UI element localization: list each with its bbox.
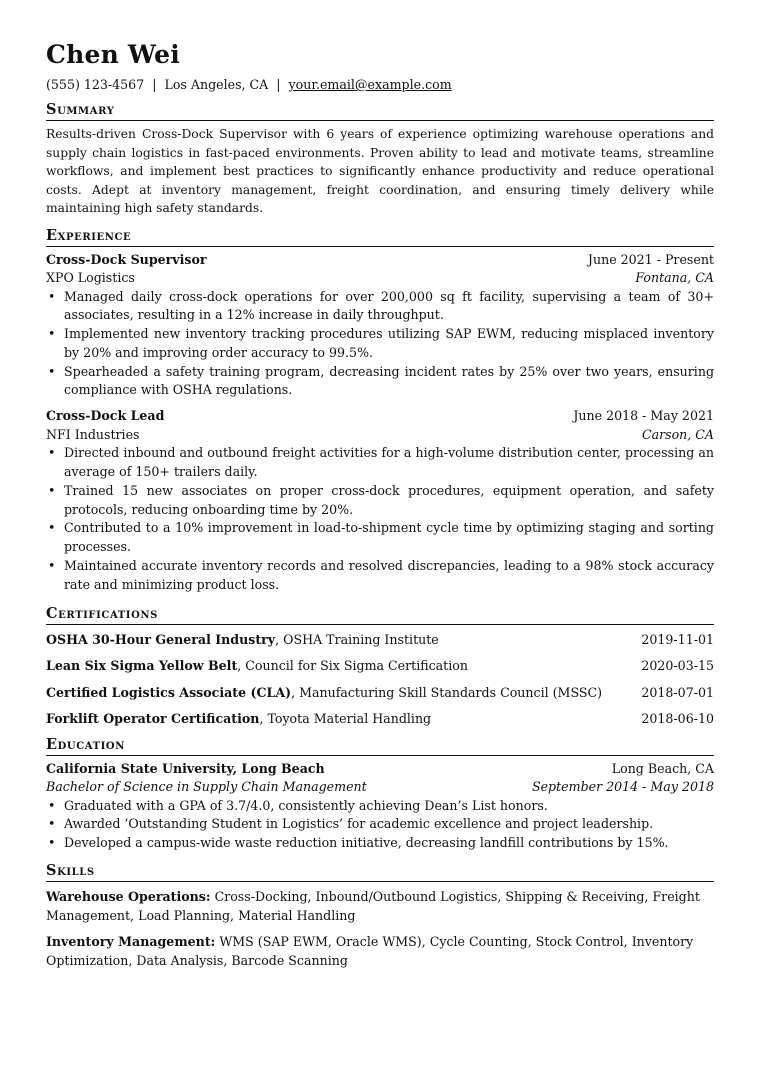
email-link[interactable]: your.email@example.com [288, 77, 452, 92]
certification-item [46, 653, 714, 680]
education-bullets [46, 797, 714, 853]
bullet-item: • Spearheaded a safety training program, decreasing incident rates by 25% over two years, ensuring compliance with OSHA regulations. [64, 363, 714, 401]
job-location: Fontana, CA [635, 270, 714, 285]
certification-date: 2018-07-01 [641, 684, 714, 700]
job-title: Cross-Dock Lead [46, 408, 165, 424]
contact-line [46, 76, 714, 94]
skill-group-items: WMS (SAP EWM, Oracle WMS), Cycle Counting, Stock Control, Inventory Optimization, Data Analysis, Barcode Scanning [46, 934, 694, 968]
bullet-item: • Maintained accurate inventory records and resolved discrepancies, leading to a 98% stock accuracy rate and minimizing product loss. [64, 557, 714, 595]
resume-page [46, 40, 714, 978]
bullet-item: • Trained 15 new associates on proper cross-dock procedures, equipment operation, and safety protocols, reducing onboarding time by 20%. [64, 482, 714, 520]
skill-group [46, 933, 714, 970]
certification-name: OSHA 30-Hour General Industry [46, 631, 276, 647]
skill-group-label: Warehouse Operations: [46, 889, 211, 905]
certification-issuer: , Toyota Material Handling [259, 711, 432, 727]
summary-section [46, 101, 714, 218]
contact-separator: | [276, 77, 281, 92]
bullet-item: • Implemented new inventory tracking procedures utilizing SAP EWM, reducing misplaced inventory by 20% and improving order accuracy to 99.5%. [64, 325, 714, 363]
certification-date: 2019-11-01 [641, 631, 714, 647]
school-name: California State University, Long Beach [46, 760, 325, 776]
job-company: NFI Industries [46, 426, 140, 442]
certification-item [46, 627, 714, 654]
job-company: XPO Logistics [46, 270, 135, 285]
bullet-item: • Contributed to a 10% improvement in load-to-shipment cycle time by optimizing staging and sorting processes. [64, 519, 714, 557]
certification-item [46, 706, 714, 733]
certifications-heading: Certifications [46, 605, 714, 625]
job-dates: June 2021 - Present [587, 251, 714, 267]
skills-section [46, 862, 714, 970]
summary-heading: Summary [46, 101, 714, 121]
job-title: Cross-Dock Supervisor [46, 251, 207, 267]
certification-name: Lean Six Sigma Yellow Belt [46, 658, 238, 674]
bullet-item: • Developed a campus-wide waste reduction initiative, decreasing landfill contributions by 15%. [64, 834, 714, 853]
experience-section [46, 227, 714, 595]
phone-number: (555) 123-4567 [46, 77, 145, 92]
bullet-item: • Directed inbound and outbound freight activities for a high-volume distribution center, processing an average of 150+ trailers daily. [64, 444, 714, 482]
job-bullets [46, 288, 714, 401]
certification-date: 2020-03-15 [641, 658, 714, 674]
certification-issuer: , Council for Six Sigma Certification [237, 658, 468, 674]
certification-date: 2018-06-10 [641, 711, 714, 727]
certification-item [46, 680, 714, 707]
school-location: Long Beach, CA [611, 760, 714, 776]
job-company-row [46, 269, 714, 288]
certification-issuer: , Manufacturing Skill Standards Council (MSSC) [291, 684, 603, 700]
skill-group [46, 888, 714, 925]
degree-row [46, 778, 714, 797]
education-section [46, 736, 714, 853]
certification-name: Certified Logistics Associate (CLA) [46, 684, 292, 700]
bullet-item: • Graduated with a GPA of 3.7/4.0, consistently achieving Dean’s List honors. [64, 797, 714, 816]
school-row [46, 760, 714, 779]
job-bullets [46, 444, 714, 594]
certification-issuer: , OSHA Training Institute [275, 631, 439, 647]
degree-dates: September 2014 - May 2018 [531, 779, 714, 795]
experience-heading: Experience [46, 227, 714, 247]
skills-heading: Skills [46, 862, 714, 882]
job-company-row [46, 426, 714, 445]
job-title-row [46, 251, 714, 270]
degree-name: Bachelor of Science in Supply Chain Management [46, 779, 367, 795]
bullet-item: • Managed daily cross-dock operations for over 200,000 sq ft facility, supervising a team of 30+ associates, resulting in a 12% increase in daily throughput. [64, 288, 714, 326]
job-dates: June 2018 - May 2021 [573, 408, 714, 424]
bullet-item: • Awarded ‘Outstanding Student in Logistics’ for academic excellence and project leadership. [64, 815, 714, 834]
summary-text: Results-driven Cross-Dock Supervisor with 6 years of experience optimizing warehouse operations and supply chain logistics in fast-paced environments. Proven ability to lead and motivate teams, streamline workflows, and implement best practices to significantly enhance productivity and reduce operational costs. Adept at inventory management, freight coordination, and ensuring timely delivery while maintaining high safety standards. [46, 127, 714, 215]
skills-list [46, 888, 714, 970]
contact-separator: | [152, 77, 157, 92]
skill-group-label: Inventory Management: [46, 934, 216, 950]
certifications-section [46, 605, 714, 733]
job-entry [46, 407, 714, 594]
job-entry [46, 251, 714, 401]
education-heading: Education [46, 736, 714, 756]
job-location: Carson, CA [641, 426, 714, 442]
skill-group-items: Cross-Docking, Inbound/Outbound Logistics, Shipping & Receiving, Freight Management, Load Planning, Material Handling [46, 889, 700, 923]
location: Los Angeles, CA [164, 77, 269, 92]
certification-name: Forklift Operator Certification [46, 711, 260, 727]
education-entry [46, 760, 714, 853]
job-title-row [46, 407, 714, 426]
candidate-name: Chen Wei [46, 40, 180, 69]
certifications-list [46, 627, 714, 733]
